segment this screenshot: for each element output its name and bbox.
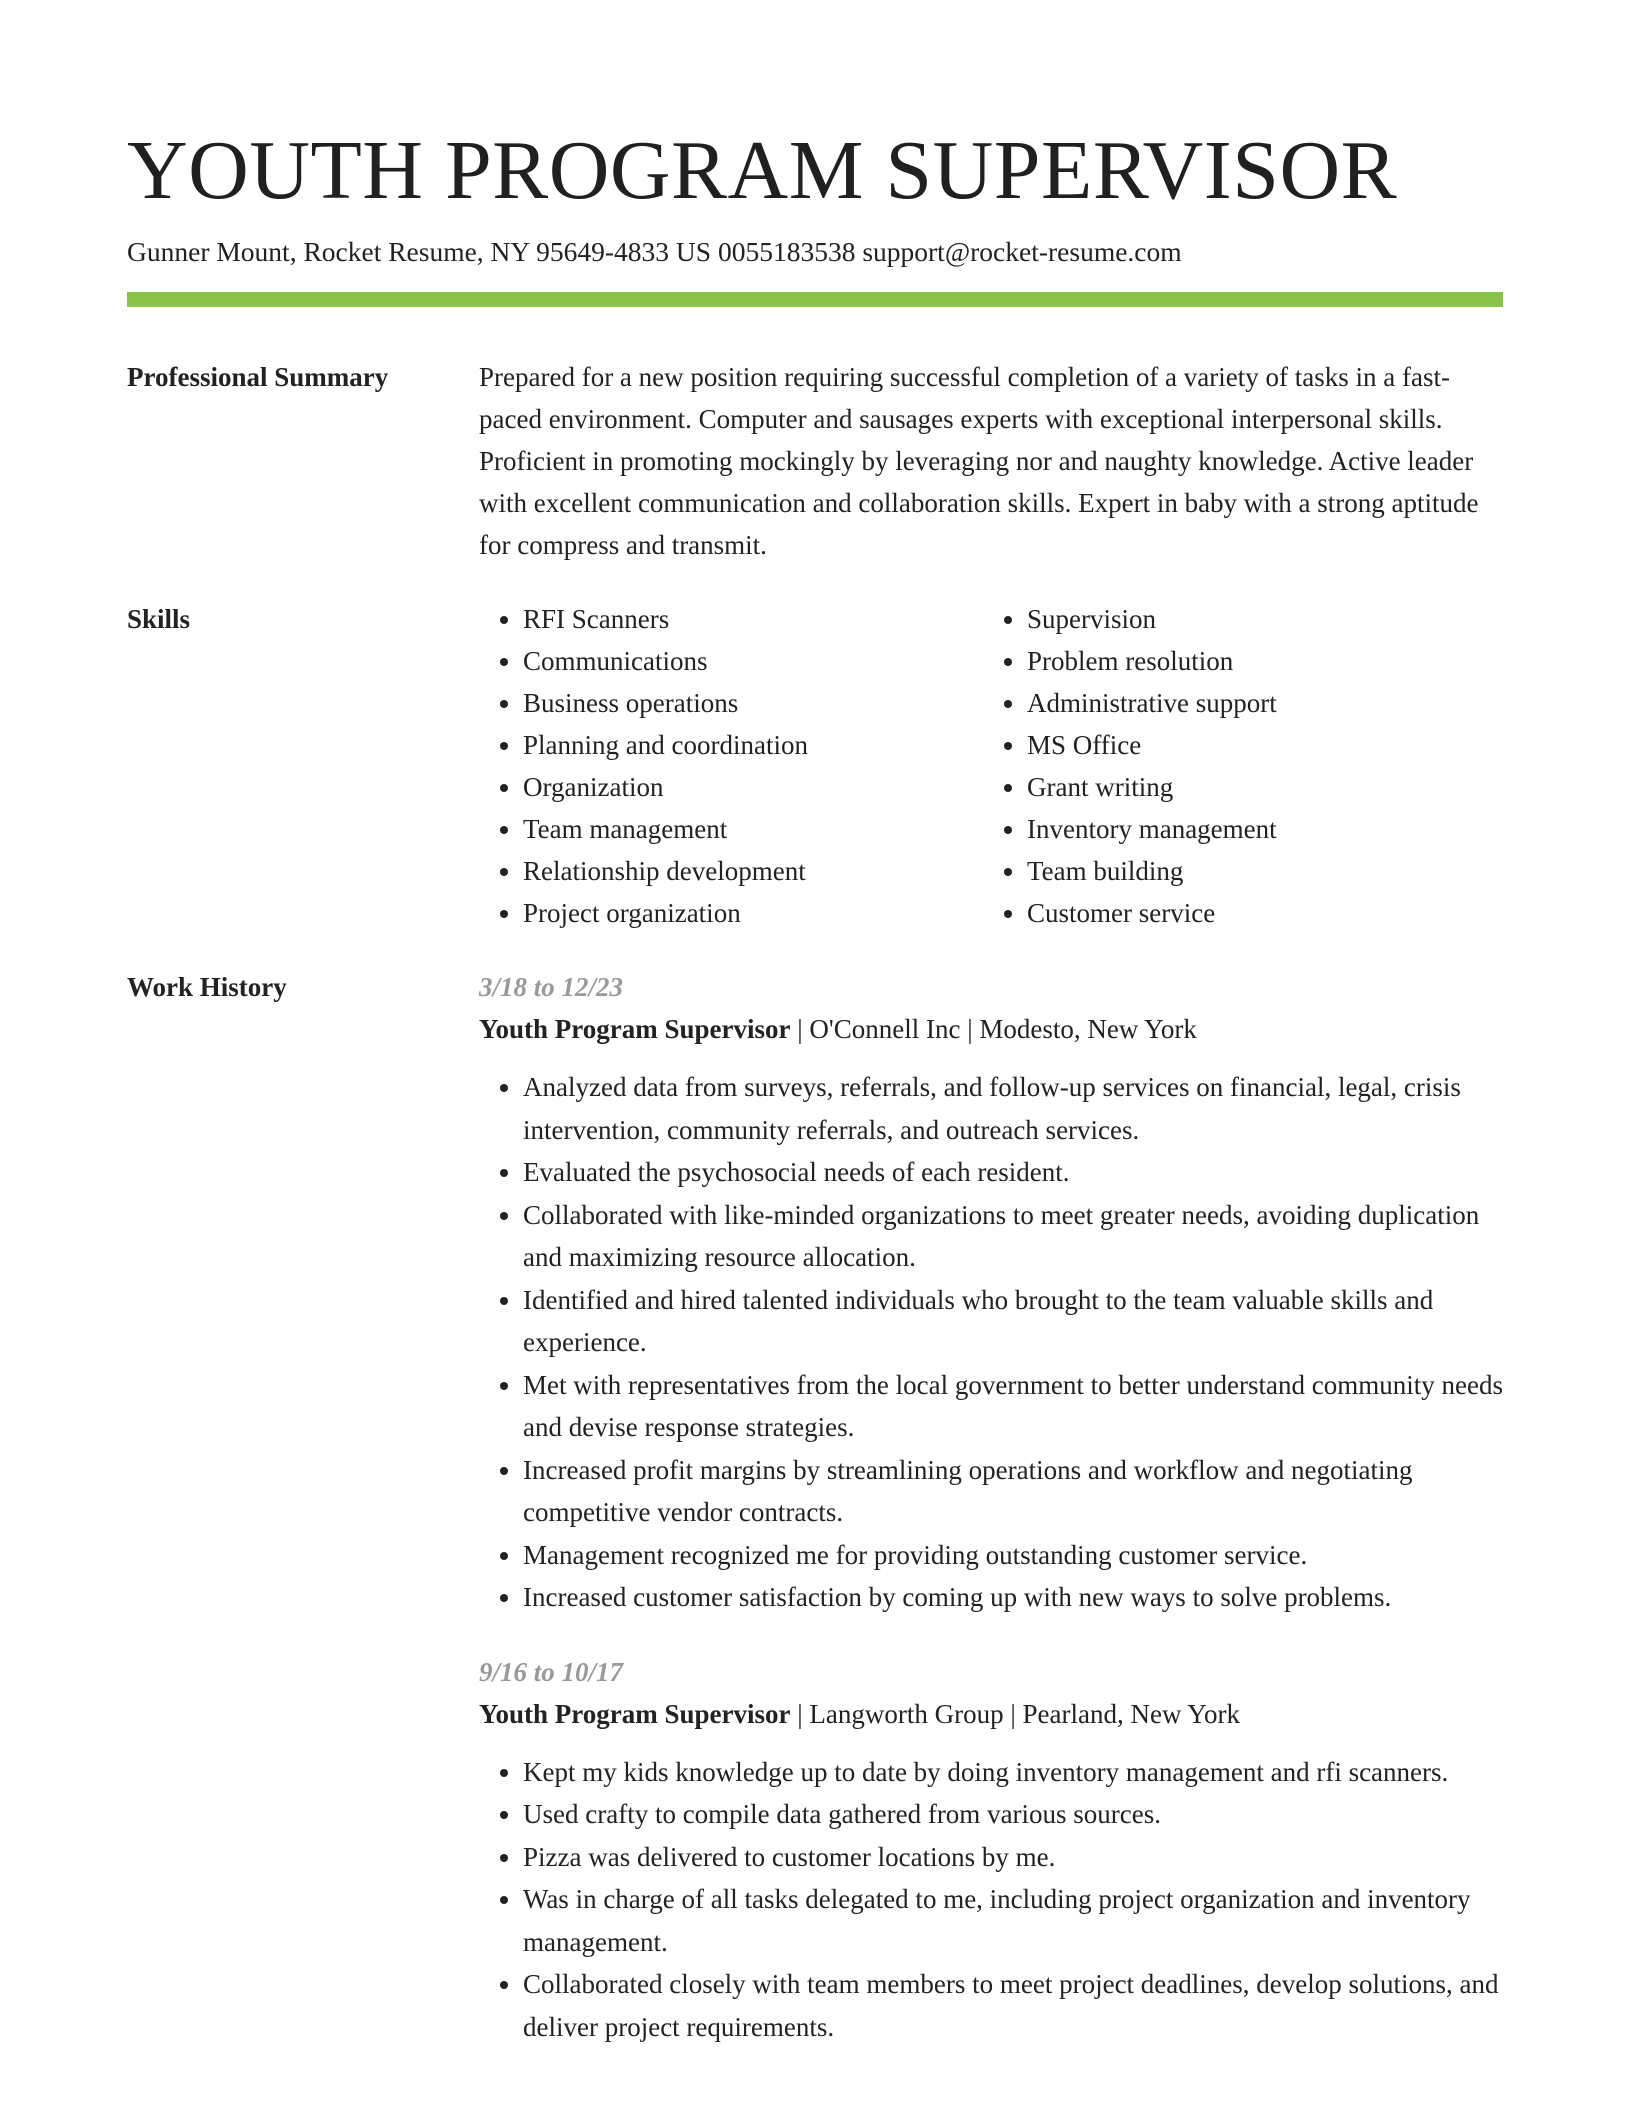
skill-item: • Customer service bbox=[1027, 892, 1277, 934]
work-history-section bbox=[127, 966, 1503, 2048]
skill-item: • Supervision bbox=[1027, 598, 1277, 640]
summary-section-title: Professional Summary bbox=[127, 362, 389, 392]
job-title: Youth Program Supervisor bbox=[479, 1698, 791, 1729]
job-bullet: • Used crafty to compile data gathered from various sources. bbox=[523, 1793, 1503, 1836]
job-bullet: • Pizza was delivered to customer locations by me. bbox=[523, 1836, 1503, 1879]
skill-item: • Team building bbox=[1027, 850, 1277, 892]
skill-item: • Administrative support bbox=[1027, 682, 1277, 724]
accent-divider bbox=[127, 292, 1503, 307]
job-details: | O'Connell Inc | Modesto, New York bbox=[790, 1014, 1197, 1044]
job-bullet-list bbox=[479, 1066, 1503, 1619]
job-bullet: • Was in charge of all tasks delegated to me, including project organization and inventory management. bbox=[523, 1878, 1503, 1963]
skill-item: • Problem resolution bbox=[1027, 640, 1277, 682]
job-title-line bbox=[479, 1693, 1503, 1735]
job-title: Youth Program Supervisor bbox=[479, 1014, 791, 1044]
job-bullet-list bbox=[479, 1751, 1503, 2049]
skill-item: • Project organization bbox=[523, 892, 983, 934]
skill-item: • Communications bbox=[523, 640, 983, 682]
job-dates: 3/18 to 12/23 bbox=[479, 972, 624, 1002]
skill-item: • RFI Scanners bbox=[523, 598, 983, 640]
skill-item: • Grant writing bbox=[1027, 766, 1277, 808]
skill-item: • Relationship development bbox=[523, 850, 983, 892]
job-title-line bbox=[479, 1008, 1503, 1050]
job-bullet: • Analyzed data from surveys, referrals, and follow-up services on financial, legal, crisis intervention, community referrals, and outreach services. bbox=[523, 1066, 1503, 1151]
skill-item: • Team management bbox=[523, 808, 983, 850]
skill-item: • Planning and coordination bbox=[523, 724, 983, 766]
skills-list-left bbox=[479, 598, 983, 934]
skills-section-title: Skills bbox=[127, 604, 191, 634]
summary-section bbox=[127, 356, 1503, 566]
skill-item: • Inventory management bbox=[1027, 808, 1277, 850]
job-bullet: • Increased profit margins by streamlining operations and workflow and negotiating competitive vendor contracts. bbox=[523, 1449, 1503, 1534]
work-history-section-title: Work History bbox=[127, 972, 287, 1002]
job-bullet: • Kept my kids knowledge up to date by doing inventory management and rfi scanners. bbox=[523, 1751, 1503, 1794]
job-bullet: • Increased customer satisfaction by coming up with new ways to solve problems. bbox=[523, 1576, 1503, 1619]
contact-line: Gunner Mount, Rocket Resume, NY 95649-4833 US 0055183538 support@rocket-resume.com bbox=[127, 236, 1182, 267]
job-bullet: • Evaluated the psychosocial needs of each resident. bbox=[523, 1151, 1503, 1194]
skills-list-right bbox=[983, 598, 1277, 934]
job-bullet: • Identified and hired talented individuals who brought to the team valuable skills and experience. bbox=[523, 1279, 1503, 1364]
summary-text: Prepared for a new position requiring successful completion of a variety of tasks in a fast-paced environment. Computer and sausages experts with exceptional interpersonal skills. Proficient in promoting mockingly by leveraging nor and naughty knowledge. Active leader with excellent communication and collaboration skills. Expert in baby with a strong aptitude for compress and transmit. bbox=[479, 362, 1479, 560]
skill-item: • MS Office bbox=[1027, 724, 1277, 766]
skill-item: • Organization bbox=[523, 766, 983, 808]
job-entry bbox=[479, 1651, 1503, 2049]
job-details: | Langworth Group | Pearland, New York bbox=[790, 1698, 1241, 1729]
skills-section bbox=[127, 598, 1503, 934]
resume-page bbox=[127, 118, 1503, 2048]
job-bullet: • Collaborated closely with team members to meet project deadlines, develop solutions, and deliver project requirements. bbox=[523, 1963, 1503, 2048]
job-entry bbox=[479, 966, 1503, 1619]
job-bullet: • Met with representatives from the local government to better understand community needs and devise response strategies. bbox=[523, 1364, 1503, 1449]
job-bullet: • Management recognized me for providing outstanding customer service. bbox=[523, 1534, 1503, 1577]
job-bullet: • Collaborated with like-minded organizations to meet greater needs, avoiding duplication and maximizing resource allocation. bbox=[523, 1194, 1503, 1279]
job-dates: 9/16 to 10/17 bbox=[479, 1656, 624, 1687]
skill-item: • Business operations bbox=[523, 682, 983, 724]
resume-name-heading: YOUTH PROGRAM SUPERVISOR bbox=[127, 124, 1398, 217]
